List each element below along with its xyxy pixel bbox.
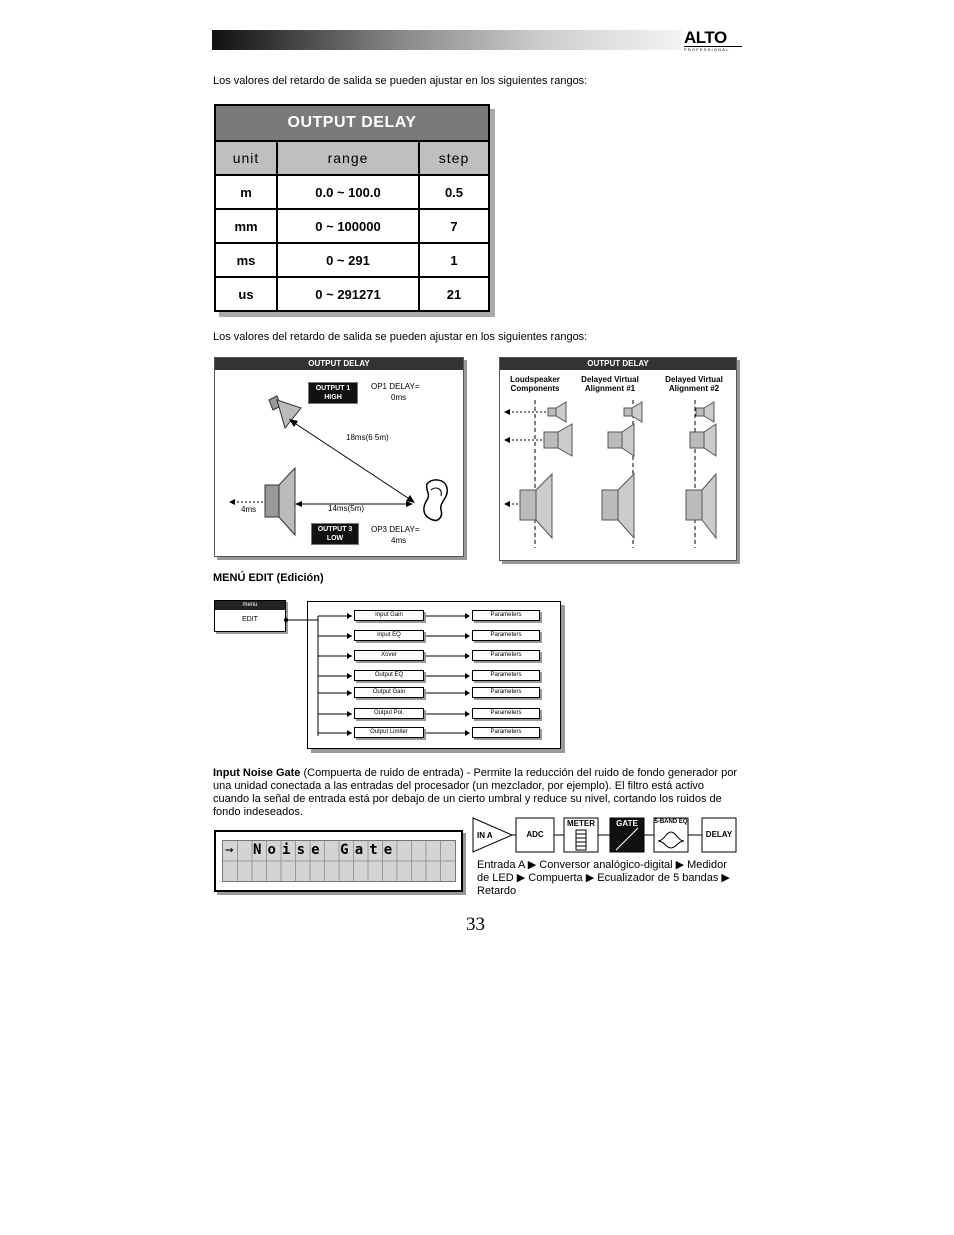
parameters-box: Parameters xyxy=(472,687,540,698)
output-delay-diagram-left xyxy=(214,357,464,557)
ear-icon xyxy=(424,480,447,520)
noise-gate-paragraph xyxy=(213,767,743,819)
signal-chain-caption: Entrada A ▶ Conversor analógico-digital ▶ Medidor de LED ▶ Compuerta ▶ Ecualizador de 5 bandas ▶ Retardo xyxy=(477,859,730,897)
cell-unit: m xyxy=(216,175,277,209)
cell-step: 21 xyxy=(419,277,488,310)
cell-range: 0 ~ 100000 xyxy=(277,209,419,243)
table-row xyxy=(216,277,488,310)
output-3-low-label: OUTPUT 3 LOW xyxy=(311,523,359,545)
cell-unit: ms xyxy=(216,243,277,277)
noise-gate-subtitle: (Compuerta de ruido de entrada) - xyxy=(300,767,474,779)
parameters-box: Parameters xyxy=(472,670,540,681)
distance-low: 14ms(5m) xyxy=(328,504,365,513)
col-header-unit: unit xyxy=(216,142,277,175)
table-row xyxy=(216,209,488,243)
lcd-text: Noise Gate xyxy=(253,842,399,858)
diagram-title: OUTPUT DELAY xyxy=(500,358,736,370)
op1-delay-value: 0ms xyxy=(391,393,407,402)
menu-box-edit: EDIT xyxy=(242,616,258,623)
cell-range: 0.0 ~ 100.0 xyxy=(277,175,419,209)
chain-eq: 5-BAND EQ xyxy=(654,819,688,825)
col-loudspeaker-components: Loudspeaker Components xyxy=(510,375,560,393)
cell-step: 7 xyxy=(419,209,488,243)
cell-unit: mm xyxy=(216,209,277,243)
chain-in-a: IN A xyxy=(477,831,493,840)
alignment-diagram xyxy=(500,394,736,560)
page-number: 33 xyxy=(466,914,485,935)
signal-chain xyxy=(472,816,738,854)
menu-item-output-limiter: Output Limiter xyxy=(354,727,424,738)
diagram-title: OUTPUT DELAY xyxy=(215,358,463,370)
menu-item-output-eq: Output EQ xyxy=(354,670,424,681)
parameters-box: Parameters xyxy=(472,727,540,738)
menu-item-input-eq: Input EQ xyxy=(354,630,424,641)
intro-paragraph-1: Los valores del retardo de salida se pueden ajustar en los siguientes rangos: xyxy=(213,75,588,87)
menu-edit-diagram xyxy=(214,600,564,755)
alto-logo: ALTO PROFESSIONAL xyxy=(684,30,742,52)
col-virtual-alignment-2: Delayed Virtual Alignment #2 xyxy=(665,375,723,393)
menu-item-xover: Xover xyxy=(354,650,424,661)
col-virtual-alignment-1: Delayed Virtual Alignment #1 xyxy=(581,375,639,393)
op3-delay-value: 4ms xyxy=(391,536,407,545)
lcd-display xyxy=(214,830,463,892)
op1-delay-label: OP1 DELAY= xyxy=(371,382,420,391)
chain-delay: DELAY xyxy=(705,830,733,839)
menu-item-input-gain: Input Gain xyxy=(354,610,424,621)
cell-unit: us xyxy=(216,277,277,310)
table-row xyxy=(216,175,488,209)
table-title: OUTPUT DELAY xyxy=(216,106,488,142)
output-delay-table xyxy=(214,104,490,312)
cell-range: 0 ~ 291 xyxy=(277,243,419,277)
output-1-high-label: OUTPUT 1 HIGH xyxy=(308,382,358,404)
noise-gate-body: Permite la reducción del ruido de fondo generador por una unidad conectada a las entradas del procesador (un mezclador, por ejemplo). El filtro está activo cuando la señal de entrada está por debajo de un cierto umbral y reduce su nivel, cortando los ruidos de fondo indeseados. xyxy=(213,767,738,818)
output-delay-diagram-right xyxy=(499,357,737,561)
parameters-box: Parameters xyxy=(472,630,540,641)
parameters-box: Parameters xyxy=(472,610,540,621)
menu-edit-heading: MENÚ EDIT (Edición) xyxy=(213,572,324,584)
chain-meter: METER xyxy=(567,819,595,828)
op3-delay-label: OP3 DELAY= xyxy=(371,525,420,534)
left-delay-ms: 4ms xyxy=(241,505,257,514)
col-header-step: step xyxy=(419,142,488,175)
chain-gate: GATE xyxy=(616,819,638,828)
header-gradient-bar xyxy=(212,30,682,50)
menu-item-output-pol: Output Pol. xyxy=(354,708,424,719)
cell-range: 0 ~ 291271 xyxy=(277,277,419,310)
lcd-arrow-icon: → xyxy=(225,842,234,858)
parameters-box: Parameters xyxy=(472,708,540,719)
menu-item-output-gain: Output Gain xyxy=(354,687,424,698)
cell-step: 0.5 xyxy=(419,175,488,209)
table-row xyxy=(216,243,488,277)
menu-box-head: menu xyxy=(215,601,285,610)
intro-paragraph-2: Los valores del retardo de salida se pueden ajustar en los siguientes rangos: xyxy=(213,331,588,343)
noise-gate-label: Input Noise Gate xyxy=(213,767,301,779)
parameters-box: Parameters xyxy=(472,650,540,661)
distance-high: 18ms(6 5m) xyxy=(346,433,389,442)
woofer-icon xyxy=(265,468,295,535)
chain-adc: ADC xyxy=(526,830,544,839)
cell-step: 1 xyxy=(419,243,488,277)
col-header-range: range xyxy=(277,142,419,175)
